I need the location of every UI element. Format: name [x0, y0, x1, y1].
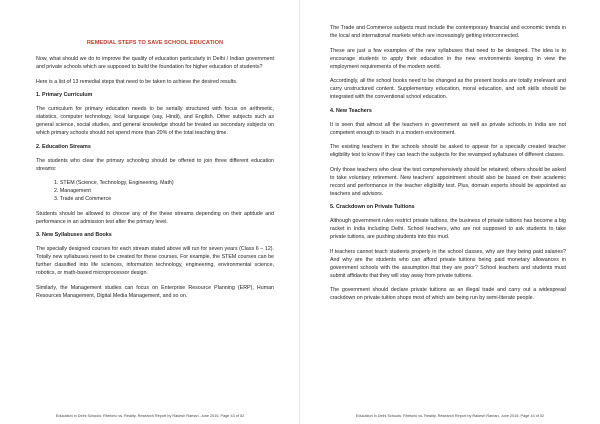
tuitions-crackdown-paragraph: The government should declare private tuitions as an illegal trade and carry out a widespread crackdown on private tuition shops most of which are being run by semi-literate people. [330, 287, 566, 301]
teacher-salaries-paragraph: If teachers cannot teach students properly in the school classes, why are they being paid salaries? And why are the students who can afford private tuitions being paid monetary allowances in government schools with the assumption that they are poor? School teachers and students must submit affidavits that they will stay away from private tuitions. [330, 248, 566, 279]
teachers-competence-paragraph: It is seen that almost all the teachers in government as well as private schools in India are not competent enough to teach in a modern environment. [330, 121, 566, 136]
list-item: 3. Trade and Commerce [54, 196, 112, 202]
section-heading-new-teachers: 4. New Teachers [330, 107, 372, 114]
tuitions-racket-paragraph: Although government rules restrict private tuitions, the business of private tuitions has become a big racket in India including Delhi. School teachers, who are not supposed to ask students to take private tuitions, are pushing students into this mud. [330, 218, 566, 240]
right-page [300, 0, 600, 424]
section-heading-new-syllabuses: 3. New Syllabuses and Books [36, 232, 112, 238]
trade-commerce-paragraph: The Trade and Commerce subjects must include the contemporary financial and economic trends in the local and international markets which are increasingly getting interconnected. [330, 25, 566, 39]
page-footer: Education in Delhi Schools: Rhetoric vs. Reality. Research Report by Rakesh Raman. June 2016. Page 44 of 52 [355, 414, 545, 418]
syllabus-examples-paragraph: These are just a few examples of the new syllabuses that need to be designed. The idea is to encourage students to apply their education in the new environments keeping in view the employment requirements of the modern world. [330, 47, 566, 70]
primary-curriculum-paragraph: The curriculum for primary education needs to be serially structured with focus on arithmetic, statistics, computer technology, local language (say, Hindi), and English. Other subjects such as general science, social studies, and general knowledge should be treated as secondary subjects on which primary schools should not spend more than 20% of the total teaching time. [36, 106, 274, 136]
section-heading-education-streams: 2. Education Streams [36, 143, 91, 150]
intro-paragraph: Now, what should we do to improve the quality of education particularly in Delhi / Indian government and private schools which are supposed to build the foundation for higher education of students? [36, 56, 274, 70]
section-heading-primary-curriculum: 1. Primary Curriculum [36, 92, 93, 98]
streams-choice-paragraph: Students should be allowed to choose any of the these streams depending on their aptitude and performance in an admission test after the primary level. [36, 210, 274, 225]
education-streams-paragraph: The students who clear the primary schooling should be offered to join three different education streams: [36, 157, 274, 172]
intro-paragraph-2: Here is a list of 13 remedial steps that need to be taken to achieve the desired results. [36, 78, 238, 85]
teacher-eligibility-paragraph: The existing teachers in the schools should be asked to appear for a specially created teacher eligibility test to know if they can teach the subjects for the revamped syllabuses of different classes. [330, 144, 566, 158]
document-title: REMEDIAL STEPS TO SAVE SCHOOL EDUCATION [86, 40, 224, 46]
new-syllabuses-paragraph: The specially designed courses for each stream stated above will run for seven years (Class 6 – 12). Totally new syllabuses need to be created for these courses. For example, the STEM courses can be further classified into life sciences, information technology, engineering, environmental science, robotics, or math-based microprocessor design. [36, 246, 274, 276]
school-books-paragraph: Accordingly, all the school books need to be changed as the present books are totally irrelevant and carry unstructured content. Supplementary education, moral education, and soft skills should be integrated with the conventional school education. [330, 78, 566, 100]
section-heading-private-tuitions: 5. Crackdown on Private Tuitions [330, 204, 415, 210]
management-studies-paragraph: Similarly, the Management studies can focus on Enterprise Resource Planning (ERP), Human Resources Management, Digital Media Management, and so on. [36, 284, 274, 299]
list-item: 2. Management [54, 188, 91, 194]
list-item: 1. STEM (Science, Technology, Engineering, Math) [54, 180, 174, 186]
teacher-retention-paragraph: Only those teachers who clear the test comprehensively should be retained; others should be asked to take voluntary retirement. New teachers' appointment should also be based on their academic record and performance in the teacher eligibility test. Plus, domain experts should be appointed as teachers and advisors. [330, 166, 566, 197]
streams-list [36, 179, 274, 203]
page-footer: Education in Delhi Schools: Rhetoric vs. Reality. Research Report by Rakesh Raman. June 2016. Page 43 of 52 [55, 414, 245, 418]
